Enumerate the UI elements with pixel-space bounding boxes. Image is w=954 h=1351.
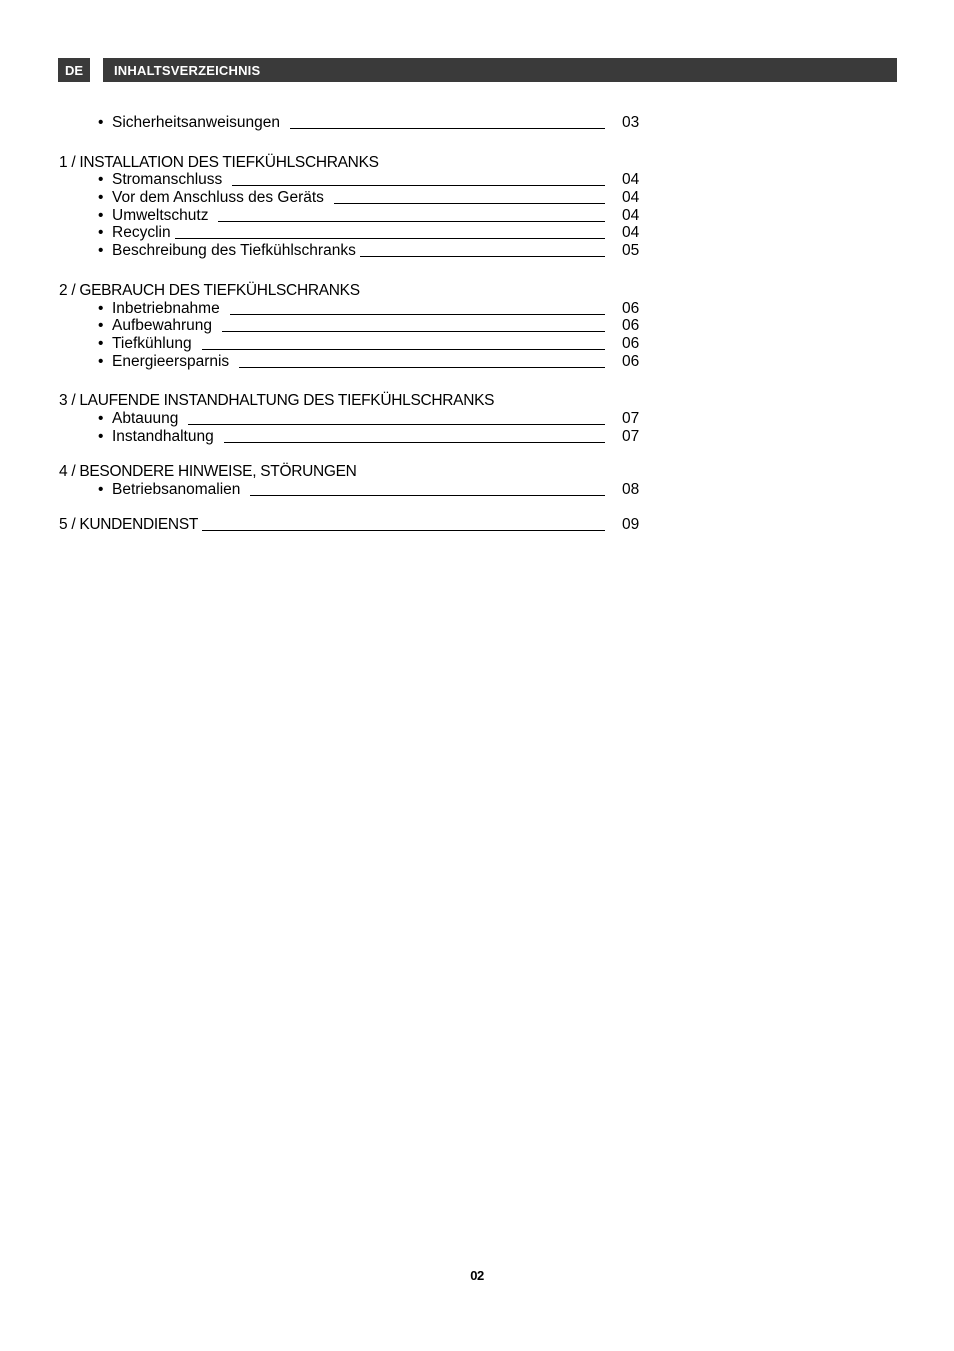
toc-entry-label: Umweltschutz xyxy=(112,207,209,224)
leader-line xyxy=(360,256,605,257)
leader-line xyxy=(239,367,605,368)
bullet-icon: • xyxy=(98,242,104,259)
toc-page-number: 05 xyxy=(622,242,640,259)
toc-page-number: 04 xyxy=(622,224,640,241)
toc-entry-energieersparnis[interactable] xyxy=(98,353,605,371)
leader-line xyxy=(218,221,605,222)
toc-entry-instandhaltung[interactable] xyxy=(98,428,605,446)
toc-entry-label: Inbetriebnahme xyxy=(112,300,220,317)
toc-section-5-title[interactable] xyxy=(59,516,605,534)
toc-page-number: 09 xyxy=(622,516,640,533)
leader-line xyxy=(232,185,605,186)
section-title: 3 / LAUFENDE INSTANDHALTUNG DES TIEFKÜHLSCHRANKS xyxy=(59,392,495,409)
leader-line xyxy=(334,203,605,204)
page-number: 02 xyxy=(470,1268,484,1283)
toc-page-number: 07 xyxy=(622,410,640,427)
bullet-icon: • xyxy=(98,481,104,498)
toc-entry-label: Aufbewahrung xyxy=(112,317,212,334)
bullet-icon: • xyxy=(98,207,104,224)
toc-page-number: 04 xyxy=(622,171,640,188)
toc-entry-label: Abtauung xyxy=(112,410,179,427)
toc-section-3-title[interactable] xyxy=(59,392,605,410)
bullet-icon: • xyxy=(98,428,104,445)
toc-entry-label: Recyclin xyxy=(112,224,171,241)
section-title: 2 / GEBRAUCH DES TIEFKÜHLSCHRANKS xyxy=(59,282,360,299)
section-title: 4 / BESONDERE HINWEISE, STÖRUNGEN xyxy=(59,463,357,480)
toc-page-number: 06 xyxy=(622,317,640,334)
toc-entry-label: Tiefkühlung xyxy=(112,335,192,352)
toc-entry-label: Vor dem Anschluss des Geräts xyxy=(112,189,324,206)
leader-line xyxy=(250,495,605,496)
toc-page-number: 06 xyxy=(622,353,640,370)
toc-entry-abtauung[interactable] xyxy=(98,410,605,428)
bullet-icon: • xyxy=(98,317,104,334)
section-title: 5 / KUNDENDIENST xyxy=(59,516,199,533)
toc-entry-label: Betriebsanomalien xyxy=(112,481,241,498)
toc-entry-aufbewahrung[interactable] xyxy=(98,317,605,335)
section-title: 1 / INSTALLATION DES TIEFKÜHLSCHRANKS xyxy=(59,154,379,171)
toc-section-2-title[interactable] xyxy=(59,282,605,300)
bullet-icon: • xyxy=(98,335,104,352)
toc-entry-label: Instandhaltung xyxy=(112,428,214,445)
toc-page-number: 08 xyxy=(622,481,640,498)
leader-line xyxy=(290,128,605,129)
toc-entry-vor-dem-anschluss[interactable] xyxy=(98,189,605,207)
leader-line xyxy=(222,331,605,332)
leader-line xyxy=(202,349,605,350)
toc-entry-inbetriebnahme[interactable] xyxy=(98,300,605,318)
bullet-icon: • xyxy=(98,171,104,188)
toc-entry-beschreibung[interactable] xyxy=(98,242,605,260)
toc-page-number: 06 xyxy=(622,335,640,352)
leader-line xyxy=(175,238,605,239)
toc-entry-betriebsanomalien[interactable] xyxy=(98,481,605,499)
bullet-icon: • xyxy=(98,189,104,206)
toc-entry-label: Stromanschluss xyxy=(112,171,223,188)
leader-line xyxy=(202,530,605,531)
toc-entry-label: Energieersparnis xyxy=(112,353,230,370)
bullet-icon: • xyxy=(98,114,104,131)
toc-page-number: 06 xyxy=(622,300,640,317)
toc-page-number: 07 xyxy=(622,428,640,445)
toc-entry-sicherheitsanweisungen[interactable] xyxy=(98,114,605,132)
page-title: INHALTSVERZEICHNIS xyxy=(103,58,897,82)
toc-entry-umweltschutz[interactable] xyxy=(98,207,605,225)
bullet-icon: • xyxy=(98,353,104,370)
toc-entry-label: Sicherheitsanweisungen xyxy=(112,114,281,131)
toc-page-number: 04 xyxy=(622,189,640,206)
leader-line xyxy=(188,424,605,425)
toc-entry-recyclin[interactable] xyxy=(98,224,605,242)
bullet-icon: • xyxy=(98,300,104,317)
toc-page-number: 04 xyxy=(622,207,640,224)
toc-entry-tiefkuehlung[interactable] xyxy=(98,335,605,353)
toc-page-number: 03 xyxy=(622,114,640,131)
toc-entry-stromanschluss[interactable] xyxy=(98,171,605,189)
toc-section-1-title[interactable] xyxy=(59,154,605,172)
language-tag: DE xyxy=(58,58,90,82)
toc-entry-label: Beschreibung des Tiefkühlschranks xyxy=(112,242,356,259)
toc-section-4-title[interactable] xyxy=(59,463,605,481)
bullet-icon: • xyxy=(98,224,104,241)
bullet-icon: • xyxy=(98,410,104,427)
leader-line xyxy=(230,314,605,315)
leader-line xyxy=(224,442,605,443)
